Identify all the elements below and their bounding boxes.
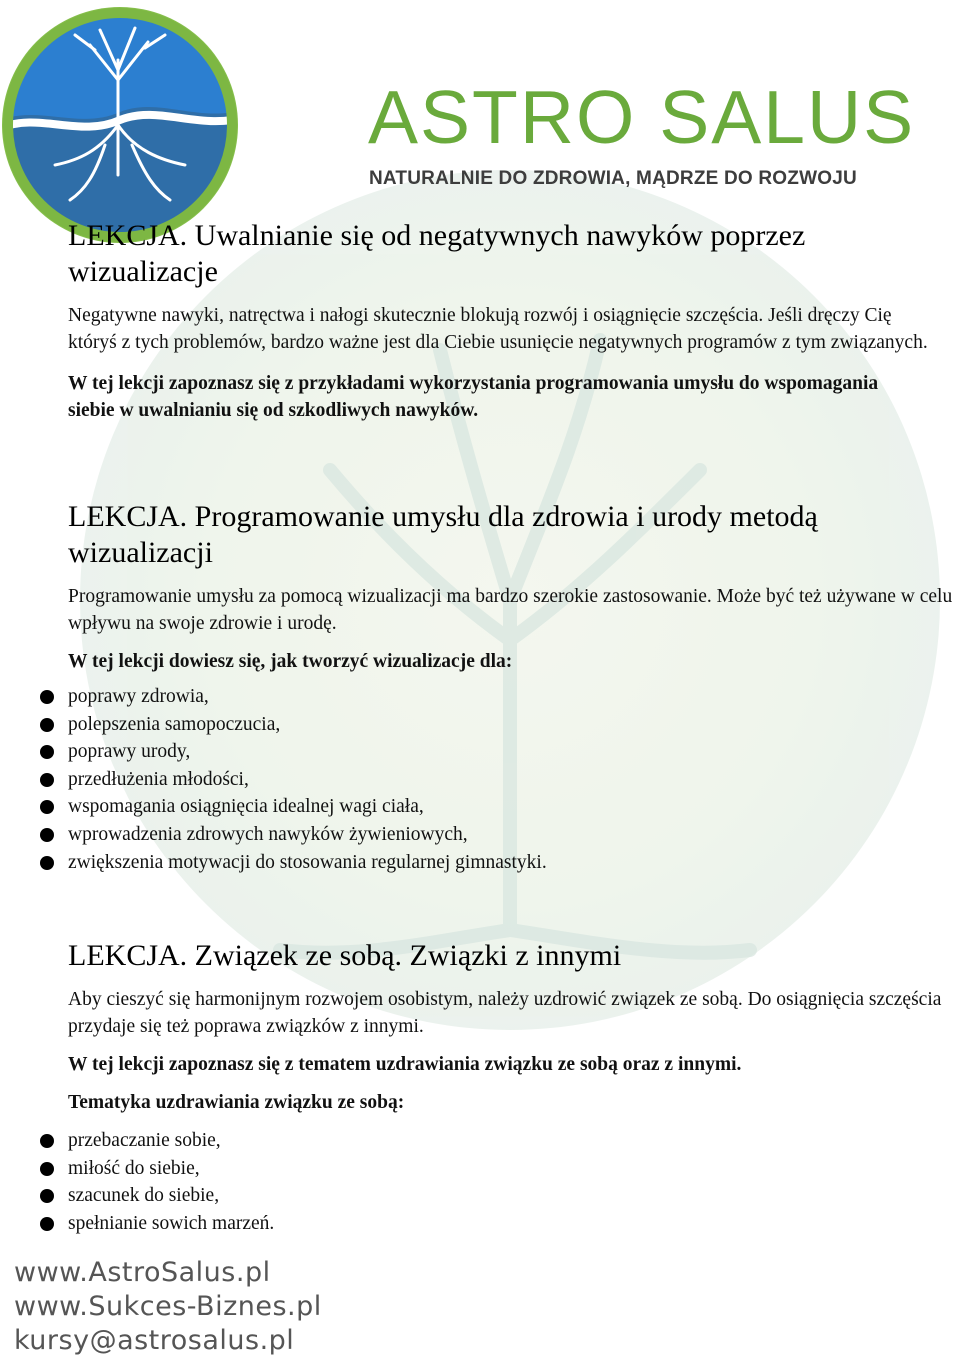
lesson-3-list bbox=[68, 1127, 948, 1237]
bullet-icon bbox=[40, 773, 54, 787]
lesson-3 bbox=[68, 938, 948, 1237]
lesson-3-bold-text: W tej lekcji zapoznasz się z tematem uzdrawiania związku ze sobą oraz z innymi. bbox=[68, 1054, 742, 1075]
list-item: miłość do siebie, bbox=[68, 1155, 948, 1183]
list-item: szacunek do siebie, bbox=[68, 1182, 948, 1210]
lesson-2-bold-text: W tej lekcji dowiesz się, jak tworzyć wizualizacje dla: bbox=[68, 651, 513, 672]
bullet-icon bbox=[40, 1134, 54, 1148]
list-item: przedłużenia młodości, bbox=[68, 766, 948, 794]
bullet-icon bbox=[40, 718, 54, 732]
list-item: polepszenia samopoczucia, bbox=[68, 711, 948, 739]
bullet-icon bbox=[40, 856, 54, 870]
lesson-2 bbox=[68, 499, 953, 876]
lesson-2-paragraph: Programowanie umysłu za pomocą wizualizacji ma bardzo szerokie zastosowanie. Może być też używane w celu wpływu na swoje zdrowie i urodę. bbox=[68, 586, 953, 634]
lesson-1-bold-text: W tej lekcji zapoznasz się z przykładami wykorzystania programowania umysłu do wspomagania siebie w uwalnianiu się od szkodliwych nawyków. bbox=[68, 373, 879, 421]
lesson-1-title: LEKCJA. Uwalnianie się od negatywnych nawyków poprzez wizualizacje bbox=[68, 219, 806, 288]
list-item: poprawy zdrowia, bbox=[68, 683, 948, 711]
lesson-3-bold-subheading: Tematyka uzdrawiania związku ze sobą: bbox=[68, 1092, 405, 1113]
bullet-icon bbox=[40, 1189, 54, 1203]
list-item: zwiększenia motywacji do stosowania regularnej gimnastyki. bbox=[68, 849, 948, 877]
lesson-2-title: LEKCJA. Programowanie umysłu dla zdrowia i urody metodą wizualizacji bbox=[68, 500, 818, 569]
brand-tagline: NATURALNIE DO ZDROWIA, MĄDRZE DO ROZWOJU bbox=[369, 168, 857, 189]
bullet-icon bbox=[40, 800, 54, 814]
bullet-icon bbox=[40, 745, 54, 759]
list-item: wspomagania osiągnięcia idealnej wagi ciała, bbox=[68, 793, 948, 821]
lesson-3-paragraph: Aby cieszyć się harmonijnym rozwojem osobistym, należy uzdrowić związek ze sobą. Do osiągnięcia szczęścia przydaje się też poprawa związków z innymi. bbox=[68, 989, 942, 1037]
bullet-icon bbox=[40, 1217, 54, 1231]
brand-name: ASTRO SALUS bbox=[368, 75, 916, 159]
footer-site-1[interactable]: www.AstroSalus.pl bbox=[14, 1257, 271, 1288]
bullet-icon bbox=[40, 690, 54, 704]
footer-email[interactable]: kursy@astrosalus.pl bbox=[14, 1325, 295, 1356]
lesson-1 bbox=[68, 218, 938, 424]
list-item: przebaczanie sobie, bbox=[68, 1127, 948, 1155]
bullet-icon bbox=[40, 828, 54, 842]
list-item: wprowadzenia zdrowych nawyków żywieniowych, bbox=[68, 821, 948, 849]
lesson-3-title: LEKCJA. Związek ze sobą. Związki z innymi bbox=[68, 939, 622, 972]
bullet-icon bbox=[40, 1162, 54, 1176]
footer bbox=[14, 1256, 322, 1358]
lesson-2-list bbox=[68, 683, 948, 876]
list-item: spełnianie sowich marzeń. bbox=[68, 1210, 948, 1238]
footer-site-2[interactable]: www.Sukces-Biznes.pl bbox=[14, 1291, 322, 1322]
lesson-1-paragraph: Negatywne nawyki, natręctwa i nałogi skutecznie blokują rozwój i osiągnięcie szczęścia. Jeśli dręczy Cię któryś z tych problemów, bardzo ważne jest dla Ciebie usunięcie negatywnych programów z tym związanych. bbox=[68, 305, 928, 353]
list-item: poprawy urody, bbox=[68, 738, 948, 766]
